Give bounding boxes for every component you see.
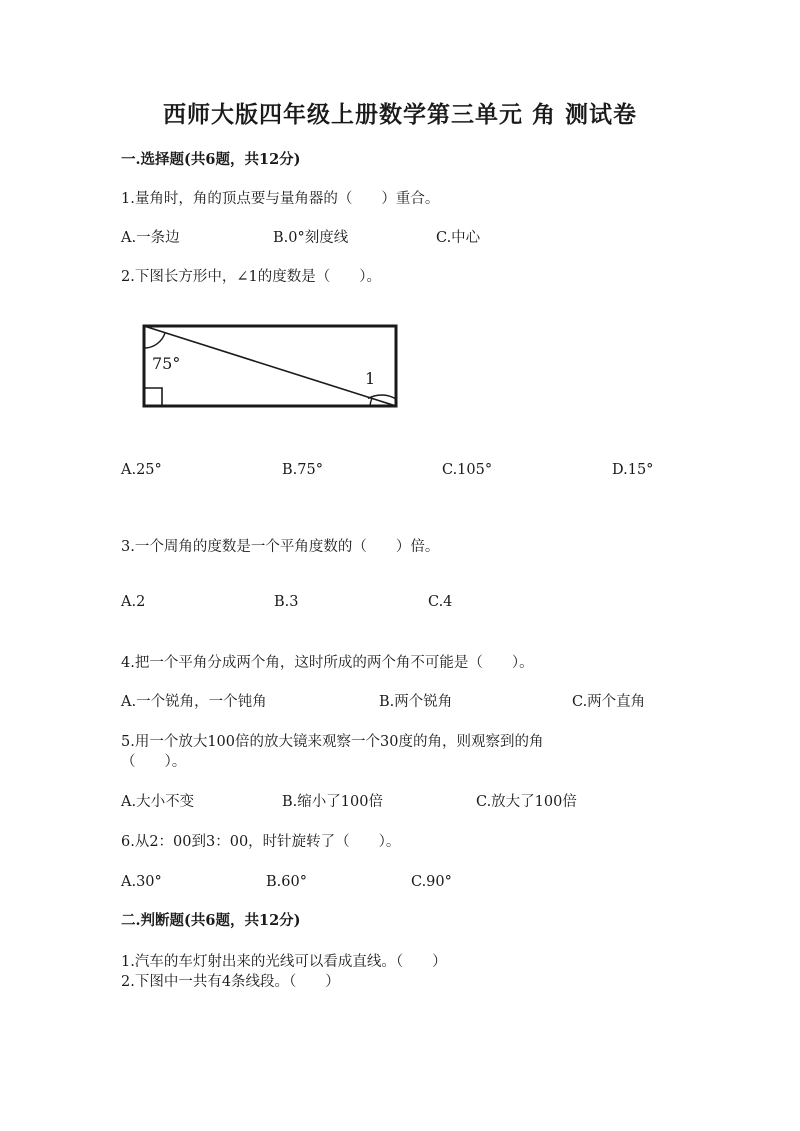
q3-option-b: B.3: [274, 594, 299, 610]
section-heading-judgement: 二.判断题(共6题，共12分): [121, 912, 301, 929]
q2-option-a: A.25°: [121, 462, 162, 478]
judgement-question-2: 2.下图中一共有4条线段。（ ）: [121, 974, 340, 990]
question-6-stem: 6.从2：00到3：00，时针旋转了（ ）。: [121, 834, 401, 850]
diagonal-line: [144, 326, 396, 406]
question-1-stem: 1.量角时，角的顶点要与量角器的（ ）重合。: [121, 191, 440, 207]
question-2-stem: 2.下图长方形中，∠1的度数是（ ）。: [121, 269, 381, 285]
q3-option-a: A.2: [121, 594, 146, 610]
section-heading-choice: 一.选择题(共6题，共12分): [121, 151, 301, 168]
q5-option-a: A.大小不变: [121, 794, 195, 810]
q2-option-b: B.75°: [282, 462, 323, 478]
judgement-question-1: 1.汽车的车灯射出来的光线可以看成直线。（ ）: [121, 954, 447, 970]
q2-option-c: C.105°: [442, 462, 493, 478]
q4-option-c: C.两个直角: [572, 694, 646, 710]
angle-1-label: 1: [365, 369, 376, 388]
q5-option-c: C.放大了100倍: [476, 794, 577, 810]
q6-option-a: A.30°: [121, 874, 162, 890]
question-5-stem-cont: （ ）。: [121, 754, 187, 770]
question-4-stem: 4.把一个平角分成两个角，这时所成的两个角不可能是（ ）。: [121, 655, 534, 671]
right-angle-marker: [144, 388, 162, 406]
q1-option-a: A.一条边: [121, 230, 180, 246]
angle-75-label: 75°: [152, 354, 181, 373]
q5-option-b: B.缩小了100倍: [282, 794, 383, 810]
q3-option-c: C.4: [428, 594, 453, 610]
question-3-stem: 3.一个周角的度数是一个平角度数的（ ）倍。: [121, 539, 440, 555]
angle-75-arc: [144, 333, 165, 348]
page-title: 西师大版四年级上册数学第三单元 角 测试卷: [162, 101, 637, 128]
q6-option-c: C.90°: [411, 874, 452, 890]
q6-option-b: B.60°: [266, 874, 307, 890]
q1-option-b: B.0°刻度线: [273, 230, 349, 246]
question-5-stem: 5.用一个放大100倍的放大镜来观察一个30度的角，则观察到的角: [121, 734, 544, 750]
q2-option-d: D.15°: [612, 462, 654, 478]
q1-option-c: C.中心: [436, 230, 481, 246]
rectangle-angle-figure: [140, 322, 402, 412]
q4-option-a: A.一个锐角，一个钝角: [121, 694, 267, 710]
q4-option-b: B.两个锐角: [379, 694, 453, 710]
